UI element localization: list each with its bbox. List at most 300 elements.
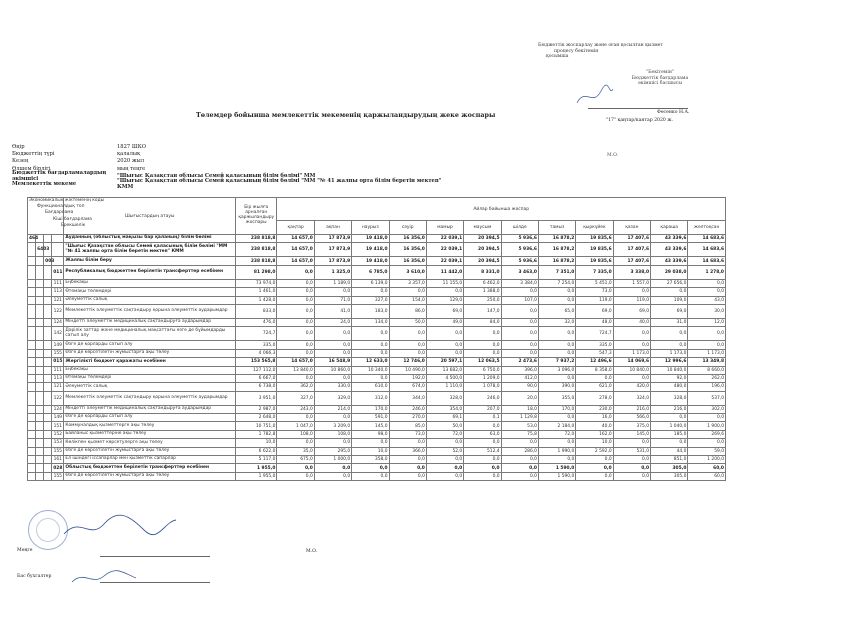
approval-block: [538, 43, 688, 60]
code-cell: [36, 349, 44, 357]
code-cell: [44, 279, 52, 287]
month-cell: 17 407,6: [613, 243, 650, 257]
month-cell: 0,0: [426, 456, 463, 464]
month-cell: 0,0: [538, 341, 575, 349]
total-cell: 73 974,0: [236, 279, 277, 287]
month-cell: 1 278,0: [688, 265, 726, 279]
month-cell: 250,0: [464, 296, 501, 304]
month-cell: 17 407,6: [613, 235, 650, 243]
month-cell: 278,0: [576, 391, 613, 405]
table-row: [28, 414, 726, 422]
expense-name: Міндетті әлеуметтік медициналық сақтандыруға аударымдар: [64, 405, 236, 413]
month-cell: 0,0: [576, 456, 613, 464]
month-cell: 41,0: [314, 304, 351, 318]
expense-name: Әлеуметтік салық: [64, 296, 236, 304]
meta-key: Бюджеттің түрі: [12, 151, 55, 158]
total-cell: 1 428,0: [236, 296, 277, 304]
code-cell: [44, 265, 52, 279]
month-cell: 1 173,0: [688, 349, 726, 357]
code-cell: 121: [53, 384, 62, 390]
code-cell: 155: [53, 350, 62, 356]
month-cell: 1 078,0: [464, 383, 501, 391]
month-cell: 69,0: [613, 304, 650, 318]
code-cell: [36, 374, 44, 382]
month-cell: 0,0: [688, 439, 726, 447]
code-cell: [28, 422, 36, 430]
code-cell: [36, 296, 44, 304]
month-cell: 328,0: [426, 391, 463, 405]
month-cell: 0,0: [464, 472, 501, 480]
code-cell: [44, 430, 52, 438]
signature-scribble-3: [575, 85, 615, 109]
header-code-c2: Бағдарлама: [45, 210, 74, 216]
expense-name: Міндетті әлеуметтік медициналық сақтандыруға аударымдар: [64, 318, 236, 326]
code-cell: 161: [53, 457, 62, 463]
code-cell: 124: [53, 406, 62, 412]
month-cell: 1 047,0: [277, 422, 314, 430]
month-cell: 19 418,0: [352, 257, 389, 265]
code-cell: 149: [53, 415, 62, 421]
month-cell: 16 548,9: [314, 358, 351, 366]
table-row: [28, 279, 726, 287]
month-cell: 0,0: [464, 341, 501, 349]
expense-name: Ауданның (облыстық маңызы бар қаланың) білім бөлімі: [64, 235, 236, 243]
code-cell: [36, 391, 44, 405]
month-cell: 3 384,0: [501, 279, 538, 287]
table-row: [28, 391, 726, 405]
month-cell: 512,4: [464, 447, 501, 455]
month-cell: 6 750,0: [464, 366, 501, 374]
table-row: [28, 374, 726, 382]
plan-table: [27, 197, 726, 481]
month-cell: 207,0: [464, 405, 501, 413]
month-cell: 22 039,1: [426, 257, 463, 265]
code-cell: [28, 288, 36, 296]
month-cell: 0,0: [501, 456, 538, 464]
total-cell: 2 987,0: [236, 405, 277, 413]
meta-row: [12, 150, 452, 157]
table-row: [28, 327, 726, 341]
month-cell: 75,8: [501, 430, 538, 438]
month-cell: 0,0: [464, 464, 501, 472]
expense-name: Республикалық бюджеттен берілетін трансферттер есебінен: [64, 265, 236, 279]
code-cell: [36, 439, 44, 447]
month-cell: 43 339,6: [651, 257, 688, 265]
month-cell: 358,0: [352, 456, 389, 464]
month-cell: 50,0: [426, 422, 463, 430]
month-cell: 18,0: [501, 405, 538, 413]
code-cell: [28, 383, 36, 391]
header-code-c1: Функционалдық топ: [37, 204, 85, 210]
month-cell: 0,0: [277, 296, 314, 304]
month-cell: 7 937,2: [538, 358, 575, 366]
code-cell: [44, 383, 52, 391]
signer-name: Фесенко Н.А.: [657, 110, 690, 115]
total-cell: 5 117,0: [236, 456, 277, 464]
month-cell: 0,0: [277, 327, 314, 341]
code-cell: [44, 296, 52, 304]
meta-value: 2020 жыл: [117, 158, 145, 165]
month-cell: 0,0: [426, 288, 463, 296]
approval-line-1: Бюджеттік жоспарлау және оған қосылған қызмет: [538, 43, 663, 48]
code-cell: [36, 414, 44, 422]
header-code-c4: Ерекшелік: [61, 222, 86, 228]
header-month: қаңтар: [277, 221, 314, 235]
code-cell: [36, 341, 44, 349]
month-cell: 0,0: [277, 279, 314, 287]
month-cell: 305,0: [651, 464, 688, 472]
month-cell: 0,0: [389, 288, 426, 296]
month-cell: 43,0: [688, 296, 726, 304]
code-cell: [28, 464, 36, 472]
code-cell: 113: [53, 376, 62, 382]
month-cell: 13 349,8: [688, 358, 726, 366]
month-cell: 0,0: [464, 456, 501, 464]
code-cell: [28, 296, 36, 304]
month-cell: 20 394,5: [464, 257, 501, 265]
month-cell: 0,0: [576, 374, 613, 382]
header-month: шілде: [501, 221, 538, 235]
month-cell: 1 590,0: [538, 464, 575, 472]
month-cell: 192,0: [389, 374, 426, 382]
month-cell: 16 356,0: [389, 235, 426, 243]
month-cell: 16 356,0: [389, 257, 426, 265]
code-cell: [44, 318, 52, 326]
month-cell: 480,0: [651, 383, 688, 391]
month-cell: 40,0: [613, 318, 650, 326]
code-cell: [44, 464, 52, 472]
expense-name: Байланыс қызметтеріне ақы төлеу: [64, 430, 236, 438]
month-cell: 0,0: [688, 341, 726, 349]
code-cell: [36, 279, 44, 287]
table-row: [28, 383, 726, 391]
code-cell: 003: [45, 258, 55, 264]
month-cell: 0,0: [538, 296, 575, 304]
code-cell: [36, 288, 44, 296]
total-cell: 1 955,0: [236, 472, 277, 480]
header-total: Бір жылға арналған қаржыландыру жоспары: [236, 198, 277, 235]
month-cell: 154,0: [389, 296, 426, 304]
code-cell: [44, 304, 52, 318]
month-cell: 10 840,0: [613, 366, 650, 374]
header-month: тамыз: [538, 221, 575, 235]
code-cell: [36, 318, 44, 326]
month-cell: 107,0: [501, 296, 538, 304]
month-cell: 724,7: [576, 327, 613, 341]
code-cell: 464: [29, 236, 39, 242]
month-cell: 0,0: [277, 439, 314, 447]
table-row: [28, 341, 726, 349]
code-cell: [28, 327, 36, 341]
month-cell: 0,0: [389, 464, 426, 472]
month-cell: 20 597,1: [426, 358, 463, 366]
month-cell: 69,0: [651, 304, 688, 318]
month-cell: 547,3: [576, 349, 613, 357]
month-cell: 0,0: [613, 456, 650, 464]
month-cell: 119,0: [613, 296, 650, 304]
footer-mo: М.О.: [306, 549, 318, 554]
code-cell: 011: [52, 265, 64, 279]
expense-name: Облыстық бюджеттен берілетін трансферттер есебінен: [64, 464, 236, 472]
month-cell: 0,0: [464, 422, 501, 430]
month-cell: 2 473,6: [501, 358, 538, 366]
month-cell: 63,0: [464, 430, 501, 438]
month-cell: 6 785,0: [352, 265, 389, 279]
meta-key: Өлшем бірлігі: [12, 165, 51, 172]
meta-row: [12, 158, 452, 165]
month-cell: 0,0: [426, 439, 463, 447]
code-cell: [36, 447, 44, 455]
code-cell: 155: [53, 448, 62, 454]
code-cell: [28, 439, 36, 447]
month-cell: 8 331,0: [464, 265, 501, 279]
code-cell: [44, 341, 52, 349]
code-cell: [28, 318, 36, 326]
month-cell: 14 683,6: [688, 257, 726, 265]
month-cell: 1 990,0: [538, 447, 575, 455]
code-cell: [44, 447, 52, 455]
month-cell: 531,0: [613, 447, 650, 455]
month-cell: 69,0: [576, 304, 613, 318]
expense-name: Ел ішіндегі іссапарлар мен қызметтік сапарлар: [64, 456, 236, 464]
month-cell: 0,1: [464, 414, 501, 422]
meta-key: Кезең: [12, 158, 29, 165]
month-cell: 22 039,1: [426, 235, 463, 243]
month-cell: 0,0: [314, 349, 351, 357]
code-cell: [28, 243, 36, 257]
month-cell: 0,0: [314, 439, 351, 447]
code-cell: 028: [53, 465, 63, 471]
month-cell: 43 339,6: [651, 243, 688, 257]
month-cell: 0,0: [352, 341, 389, 349]
month-cell: 0,0: [501, 472, 538, 480]
meta-key: Мемлекеттік мекеме: [12, 180, 77, 187]
document-title: Төлемдер бойынша мемлекеттік мекеменің қаржыландырудың жеке жоспары: [196, 111, 496, 119]
month-cell: 14 657,0: [277, 243, 314, 257]
month-cell: 1 173,0: [651, 349, 688, 357]
month-cell: 49,0: [426, 318, 463, 326]
month-cell: 20,0: [501, 391, 538, 405]
code-cell: [44, 349, 52, 357]
month-cell: 20 394,5: [464, 235, 501, 243]
month-cell: 396,0: [501, 366, 538, 374]
month-cell: 20 394,5: [464, 243, 501, 257]
month-cell: 3 463,0: [501, 265, 538, 279]
month-cell: 327,0: [352, 296, 389, 304]
code-cell: [44, 391, 52, 405]
month-cell: 0,0: [464, 349, 501, 357]
month-cell: 6 462,0: [464, 279, 501, 287]
month-cell: 0,0: [314, 472, 351, 480]
month-cell: 108,0: [277, 430, 314, 438]
month-cell: 0,0: [538, 327, 575, 341]
stamp-seal-inner: [36, 518, 60, 542]
month-cell: 1 129,8: [501, 414, 538, 422]
month-cell: 0,0: [688, 327, 726, 341]
total-cell: 6 622,0: [236, 447, 277, 455]
code-cell: [28, 265, 36, 279]
month-cell: 0,0: [651, 288, 688, 296]
code-cell: [36, 383, 44, 391]
month-cell: 14 683,6: [688, 243, 726, 257]
month-cell: 84,0: [464, 318, 501, 326]
code-cell: [28, 279, 36, 287]
month-cell: 98,0: [352, 430, 389, 438]
month-cell: 10 340,0: [352, 366, 389, 374]
header-month: ақпан: [314, 221, 351, 235]
table-row: [28, 405, 726, 413]
total-cell: 10 751,0: [236, 422, 277, 430]
month-cell: 246,0: [464, 391, 501, 405]
month-cell: 0,0: [576, 472, 613, 480]
code-cell: 152: [53, 432, 62, 438]
table-row: [28, 447, 726, 455]
table-row: [28, 243, 726, 257]
month-cell: 362,0: [277, 383, 314, 391]
month-cell: 48,0: [576, 318, 613, 326]
month-cell: 0,0: [613, 472, 650, 480]
month-cell: 16 878,2: [538, 257, 575, 265]
month-cell: 134,0: [352, 318, 389, 326]
code-cell: [44, 235, 52, 243]
month-cell: 0,0: [464, 439, 501, 447]
month-cell: 0,0: [314, 374, 351, 382]
month-cell: 0,0: [389, 327, 426, 341]
expense-name: Өзге де қорларды сатып алу: [64, 414, 236, 422]
month-cell: 90,0: [501, 383, 538, 391]
code-cell: [28, 405, 36, 413]
month-cell: 3 209,0: [314, 422, 351, 430]
code-cell: [52, 243, 64, 257]
approval-line-2: процесу бекітемін: [554, 48, 599, 54]
month-cell: 1 110,0: [426, 383, 463, 391]
month-cell: 11 155,0: [426, 279, 463, 287]
month-cell: 0,0: [352, 349, 389, 357]
approver-org: Бюджеттік бағдарлама: [631, 75, 689, 81]
month-cell: 0,0: [352, 464, 389, 472]
table-row: [28, 288, 726, 296]
month-cell: 1 173,0: [613, 349, 650, 357]
month-cell: 0,0: [314, 288, 351, 296]
month-cell: 73,0: [576, 288, 613, 296]
month-cell: 0,0: [426, 472, 463, 480]
code-cell: 122: [52, 304, 64, 318]
month-cell: 8 660,0: [688, 366, 726, 374]
month-cell: 0,0: [613, 341, 650, 349]
approval-date: "17" қаңтар/кантар 2020 ж.: [606, 118, 673, 123]
month-cell: 621,0: [576, 383, 613, 391]
month-cell: 0,0: [277, 265, 314, 279]
code-cell: [28, 304, 36, 318]
month-cell: 0,0: [501, 341, 538, 349]
month-cell: 13 682,0: [426, 366, 463, 374]
header-monthly: Айлар бойынша жоспар: [277, 198, 726, 221]
total-cell: 81 298,0: [236, 265, 277, 279]
month-cell: 5 936,6: [501, 243, 538, 257]
header-month: қараша: [651, 221, 688, 235]
month-cell: 86,0: [389, 304, 426, 318]
expense-name: Коммуналдық қызметтерге ақы төлеу: [64, 422, 236, 430]
month-cell: 1 557,0: [613, 279, 650, 287]
month-cell: 0,0: [501, 304, 538, 318]
month-cell: 344,0: [389, 391, 426, 405]
month-cell: 5 451,0: [576, 279, 613, 287]
month-cell: 5 936,6: [501, 235, 538, 243]
month-cell: 0,0: [352, 288, 389, 296]
approval-line-3: қосымша: [546, 54, 569, 60]
month-cell: 52,0: [426, 447, 463, 455]
code-cell: 149: [53, 342, 62, 348]
month-cell: 0,0: [501, 327, 538, 341]
month-cell: 674,0: [389, 383, 426, 391]
footer-accountant: Бас бухгалтер: [17, 574, 52, 579]
month-cell: 0,0: [389, 341, 426, 349]
month-cell: 1 590,0: [538, 472, 575, 480]
expense-name: Өзге де қорларды сатып алу: [64, 341, 236, 349]
code-cell: [28, 257, 36, 265]
month-cell: 537,0: [688, 391, 726, 405]
month-cell: 1 900,0: [688, 422, 726, 430]
month-cell: 11 442,0: [426, 265, 463, 279]
total-cell: 724,7: [236, 327, 277, 341]
month-cell: 295,0: [314, 447, 351, 455]
month-cell: 214,0: [314, 405, 351, 413]
month-cell: 108,0: [314, 430, 351, 438]
month-cell: 0,0: [314, 341, 351, 349]
total-cell: 238 818,8: [236, 243, 277, 257]
table-row: [28, 296, 726, 304]
month-cell: 0,0: [426, 464, 463, 472]
code-cell: 155: [53, 474, 62, 479]
month-cell: 12 746,0: [389, 358, 426, 366]
month-cell: 0,0: [352, 472, 389, 480]
table-row: [28, 456, 726, 464]
meta-key: Бюджеттік бағдарламалардың әкімшісі: [12, 170, 107, 183]
code-cell: [44, 358, 52, 366]
code-cell: [36, 304, 44, 318]
month-cell: 851,0: [651, 456, 688, 464]
total-cell: 2 648,0: [236, 414, 277, 422]
month-cell: 19 835,6: [576, 243, 613, 257]
month-cell: 216,0: [613, 405, 650, 413]
month-cell: 170,0: [352, 405, 389, 413]
total-cell: 1 782,8: [236, 430, 277, 438]
meta-row: [12, 177, 452, 190]
month-cell: 145,0: [352, 422, 389, 430]
code-cell: [44, 405, 52, 413]
month-cell: 72,0: [538, 430, 575, 438]
month-cell: 10 490,0: [389, 366, 426, 374]
month-cell: 0,0: [352, 374, 389, 382]
month-cell: 0,0: [277, 341, 314, 349]
month-cell: 170,0: [538, 405, 575, 413]
table-row: [28, 358, 726, 366]
code-cell: 122: [52, 391, 64, 405]
month-cell: 14 683,6: [688, 235, 726, 243]
month-cell: 0,0: [613, 464, 650, 472]
month-cell: 12,0: [688, 318, 726, 326]
expense-name: Еңбекақы: [64, 279, 236, 287]
month-cell: 0,0: [613, 327, 650, 341]
month-cell: 10,0: [352, 447, 389, 455]
month-cell: 65,0: [538, 304, 575, 318]
month-cell: 0,0: [277, 414, 314, 422]
code-cell: [36, 358, 44, 366]
month-cell: 3 610,0: [389, 265, 426, 279]
code-cell: [36, 257, 44, 265]
expense-name: Мемлекеттік әлеуметтік сақтандыру қорына әлеуметтік аударымдар: [64, 391, 236, 405]
month-cell: 375,0: [613, 422, 650, 430]
